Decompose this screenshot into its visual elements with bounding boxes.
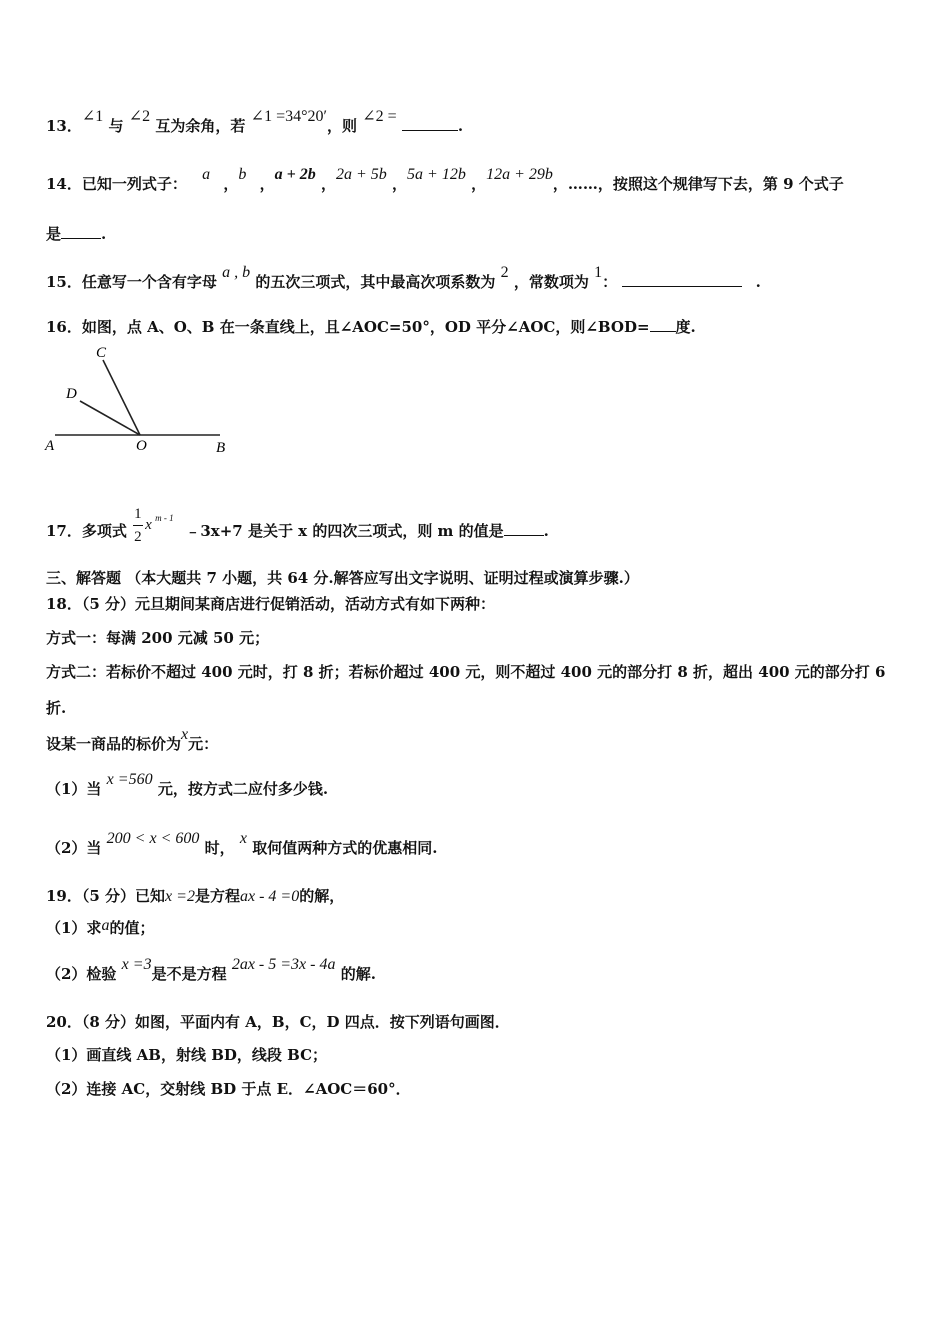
math-angle-2: ∠2 [128, 108, 151, 125]
text: 的值； [109, 919, 155, 937]
math-x-560: x =560 [106, 771, 153, 788]
text: （1）当 [46, 780, 102, 798]
question-20-part2 [46, 1079, 411, 1099]
question-18-head [46, 594, 495, 614]
question-18-part2 [46, 830, 438, 859]
question-16 [46, 317, 696, 337]
text: （2）连接 AC，交射线 BD 于点 E．∠AOC＝60°． [46, 1080, 411, 1098]
text: 时， [204, 839, 235, 857]
answer-blank [504, 521, 544, 536]
text: . [457, 117, 464, 135]
text: 的解， [299, 887, 345, 905]
text: 互为余角，若 [155, 117, 246, 135]
question-text: 16．如图，点 A、O、B 在一条直线上，且∠AOC=50°，OD 平分∠AOC，则∠BOD= [46, 318, 650, 336]
text: . [755, 273, 761, 291]
label-C: C [96, 345, 107, 361]
text: . [543, 522, 549, 540]
text: . [101, 225, 107, 243]
text: 取何值两种方式的优惠相同. [252, 839, 438, 857]
text: ，常数项为 [513, 273, 589, 291]
term: 12a + 29b [486, 166, 553, 183]
question-14-line2 [46, 224, 106, 244]
fraction-term [132, 506, 180, 550]
question-text: 15．任意写一个含有字母 [46, 273, 217, 291]
text: ，则 [326, 117, 357, 135]
label-O: O [136, 438, 147, 454]
label-D: D [66, 386, 77, 402]
frac-bar [133, 525, 143, 526]
answer-blank [402, 116, 458, 131]
text: 18．（5 分）元旦期间某商店进行促销活动，活动方式有如下两种： [46, 595, 496, 613]
text: ，……，按照这个规律写下去，第 9 个式子 [552, 175, 844, 193]
text: （1）画直线 AB，射线 BD，线段 BC； [46, 1046, 328, 1064]
math-angle-1: ∠1 [81, 108, 104, 125]
text: 是方程 [194, 887, 240, 905]
math-x-3: x =3 [121, 956, 152, 973]
answer-blank [650, 317, 676, 332]
section-title: 三、解答题 （本大题共 7 小题，共 64 分.解答应写出文字说明、证明过程或演算步骤.） [46, 569, 639, 587]
text: 元，按方式二应付多少钱. [157, 780, 329, 798]
math-constant: 1 [594, 264, 603, 281]
math-letters: a , b [222, 264, 251, 281]
term: a [202, 166, 211, 183]
term: 2a + 5b [335, 166, 387, 183]
math-a: a [101, 917, 110, 934]
term: a + 2b [274, 166, 316, 183]
label-B: B [216, 440, 226, 456]
math-coefficient: 2 [500, 264, 509, 281]
text: 方式一：每满 200 元减 50 元； [46, 629, 270, 647]
text: 设某一商品的标价为 [46, 735, 182, 753]
text: ﹣3x+7 是关于 x 的四次三项式，则 m 的值是 [185, 522, 504, 540]
question-text: 17．多项式 [46, 522, 127, 540]
math-angle-value: ∠1 =34°20′ [250, 108, 327, 125]
text: 20．（8 分）如图，平面内有 A，B，C，D 四点．按下列语句画图． [46, 1013, 510, 1031]
term: 5a + 12b [407, 166, 466, 183]
section-3-title [46, 568, 639, 588]
text: 与 [108, 117, 124, 135]
math-x-2: x =2 [165, 888, 195, 905]
text: （2）检验 [46, 965, 117, 983]
answer-blank [61, 224, 101, 239]
label-A: A [45, 438, 55, 454]
question-17 [46, 506, 549, 550]
text: 折. [46, 699, 67, 717]
text: 的五次三项式，其中最高次项系数为 [255, 273, 496, 291]
math-equation: ax - 4 =0 [239, 888, 300, 905]
answer-blank [622, 272, 742, 287]
question-15 [46, 264, 761, 293]
question-14: 14．已知一列式子： a ，b ，a + 2b ，2a + 5b ，5a + 12b ，12a + 29b，……，按照这个规律写下去，第 9 个式子 [46, 166, 844, 193]
text: 19．（5 分）已知 [46, 887, 166, 905]
math-equation: 2ax - 5 =3x - 4a [231, 956, 336, 973]
text: 的解. [340, 965, 376, 983]
text: ： [602, 273, 618, 291]
question-number: 13． [46, 117, 82, 135]
question-18-part1 [46, 771, 329, 800]
text: （1）求 [46, 919, 102, 937]
question-20-part1 [46, 1045, 327, 1065]
figure-16-diagram [40, 340, 240, 460]
math-x: x [181, 726, 189, 743]
text: 是 [46, 225, 62, 243]
question-20-head [46, 1012, 510, 1032]
text: 方式二：若标价不超过 400 元时，打 8 折；若标价超过 400 元，则不超过 400 元的部分打 8 折，超出 400 元的部分打 6 [46, 663, 886, 681]
question-19-part1 [46, 918, 154, 939]
text: 度. [675, 318, 696, 336]
math-x: x [239, 830, 247, 847]
frac-denominator: 2 [134, 529, 142, 545]
math-angle-2-eq: ∠2 = [362, 108, 397, 125]
variable: x [145, 517, 152, 533]
text: 是不是方程 [151, 965, 227, 983]
exponent: m - 1 [155, 513, 174, 523]
question-19-head [46, 886, 344, 907]
question-18-set [46, 726, 219, 755]
question-19-part2 [46, 956, 376, 985]
question-18-way2 [46, 662, 885, 682]
term: b [238, 166, 247, 183]
question-13 [46, 108, 464, 137]
question-text: 14．已知一列式子： [46, 175, 187, 193]
question-18-way1 [46, 628, 269, 648]
text: 元： [188, 735, 219, 753]
math-range: 200 < x < 600 [106, 830, 200, 847]
text: （2）当 [46, 839, 102, 857]
frac-numerator: 1 [134, 506, 142, 522]
question-18-way2-cont [46, 698, 66, 718]
